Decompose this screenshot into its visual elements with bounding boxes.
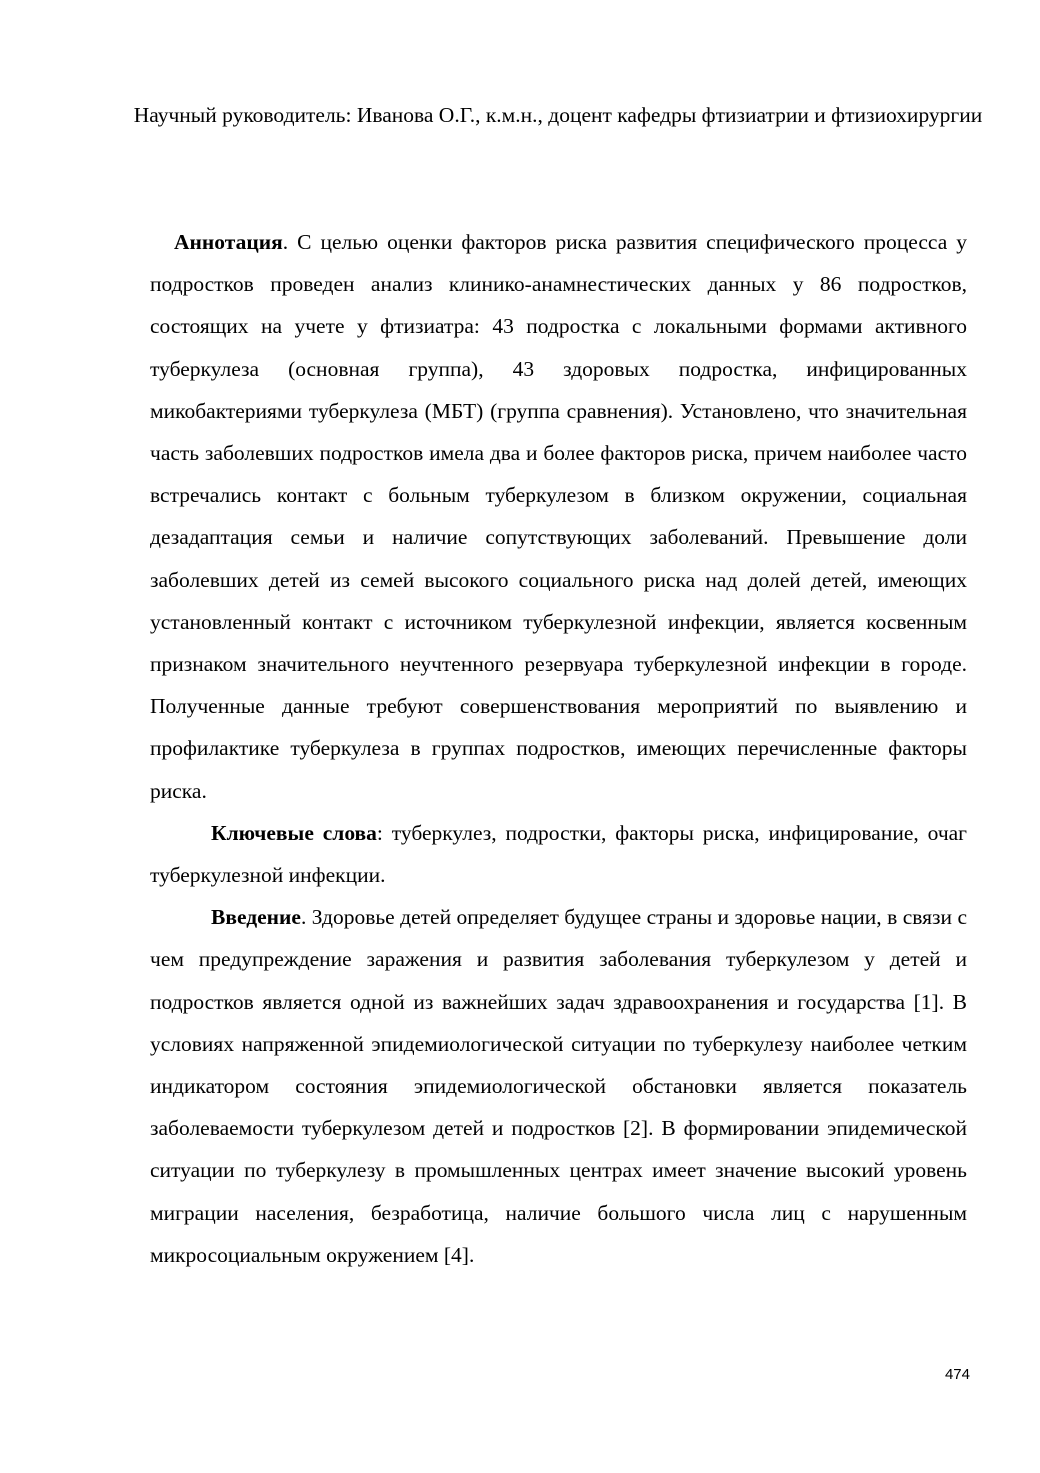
keywords-text: : туберкулез, подростки, факторы риска, инфицирование, очаг туберкулезной инфекции. [150,820,967,888]
keywords-label: Ключевые слова [211,820,377,845]
introduction-paragraph [150,896,967,1276]
supervisor-line: Научный руководитель: Иванова О.Г., к.м.н., доцент кафедры фтизиатрии и фтизиохирургии [133,103,983,127]
annotation-label: Аннотация [174,230,283,254]
annotation-paragraph [150,221,967,812]
page-number: 474 [944,1366,970,1383]
introduction-text: . Здоровье детей определяет будущее страны и здоровье нации, в связи с чем предупреждение заражения и развития заболевания туберкулезом у детей и подростков является одной из важнейших задач здравоохранения и государства [1]. В условиях напряженной эпидемиологической ситуации по туберкулезу наиболее четким индикатором состояния эпидемиологической обстановки является показатель заболеваемости туберкулезом детей и подростков [2]. В формировании эпидемической ситуации по туберкулезу в промышленных центрах имеет значение высокий уровень миграции населения, безработица, наличие большого числа лиц с нарушенным микросоциальным окружением [4]. [150,905,967,1267]
introduction-label: Введение [211,905,301,930]
article-body [150,221,967,1276]
keywords-paragraph [150,812,967,896]
annotation-text: . С целью оценки факторов риска развития специфического процесса у подростков проведен анализ клинико-анамнестических данных у 86 подростков, состоящих на учете у фтизиатра: 43 подростка с локальными формами активного туберкулеза (основная группа), 43 здоровых подростка, инфицированных микобактериями туберкулеза (МБТ) (группа сравнения). Установлено, что значительная часть заболевших подростков имела два и более факторов риска, причем наиболее часто встречались контакт с больным туберкулезом в близком окружении, социальная дезадаптация семьи и наличие сопутствующих заболеваний. Превышение доли заболевших детей из семей высокого социального риска над долей детей, имеющих установленный контакт с источником туберкулезной инфекции, является косвенным признаком значительного неучтенного резервуара туберкулезной инфекции в городе. Полученные данные требуют совершенствования мероприятий по выявлению и профилактике туберкулеза в группах подростков, имеющих перечисленные факторы риска. [150,230,967,803]
